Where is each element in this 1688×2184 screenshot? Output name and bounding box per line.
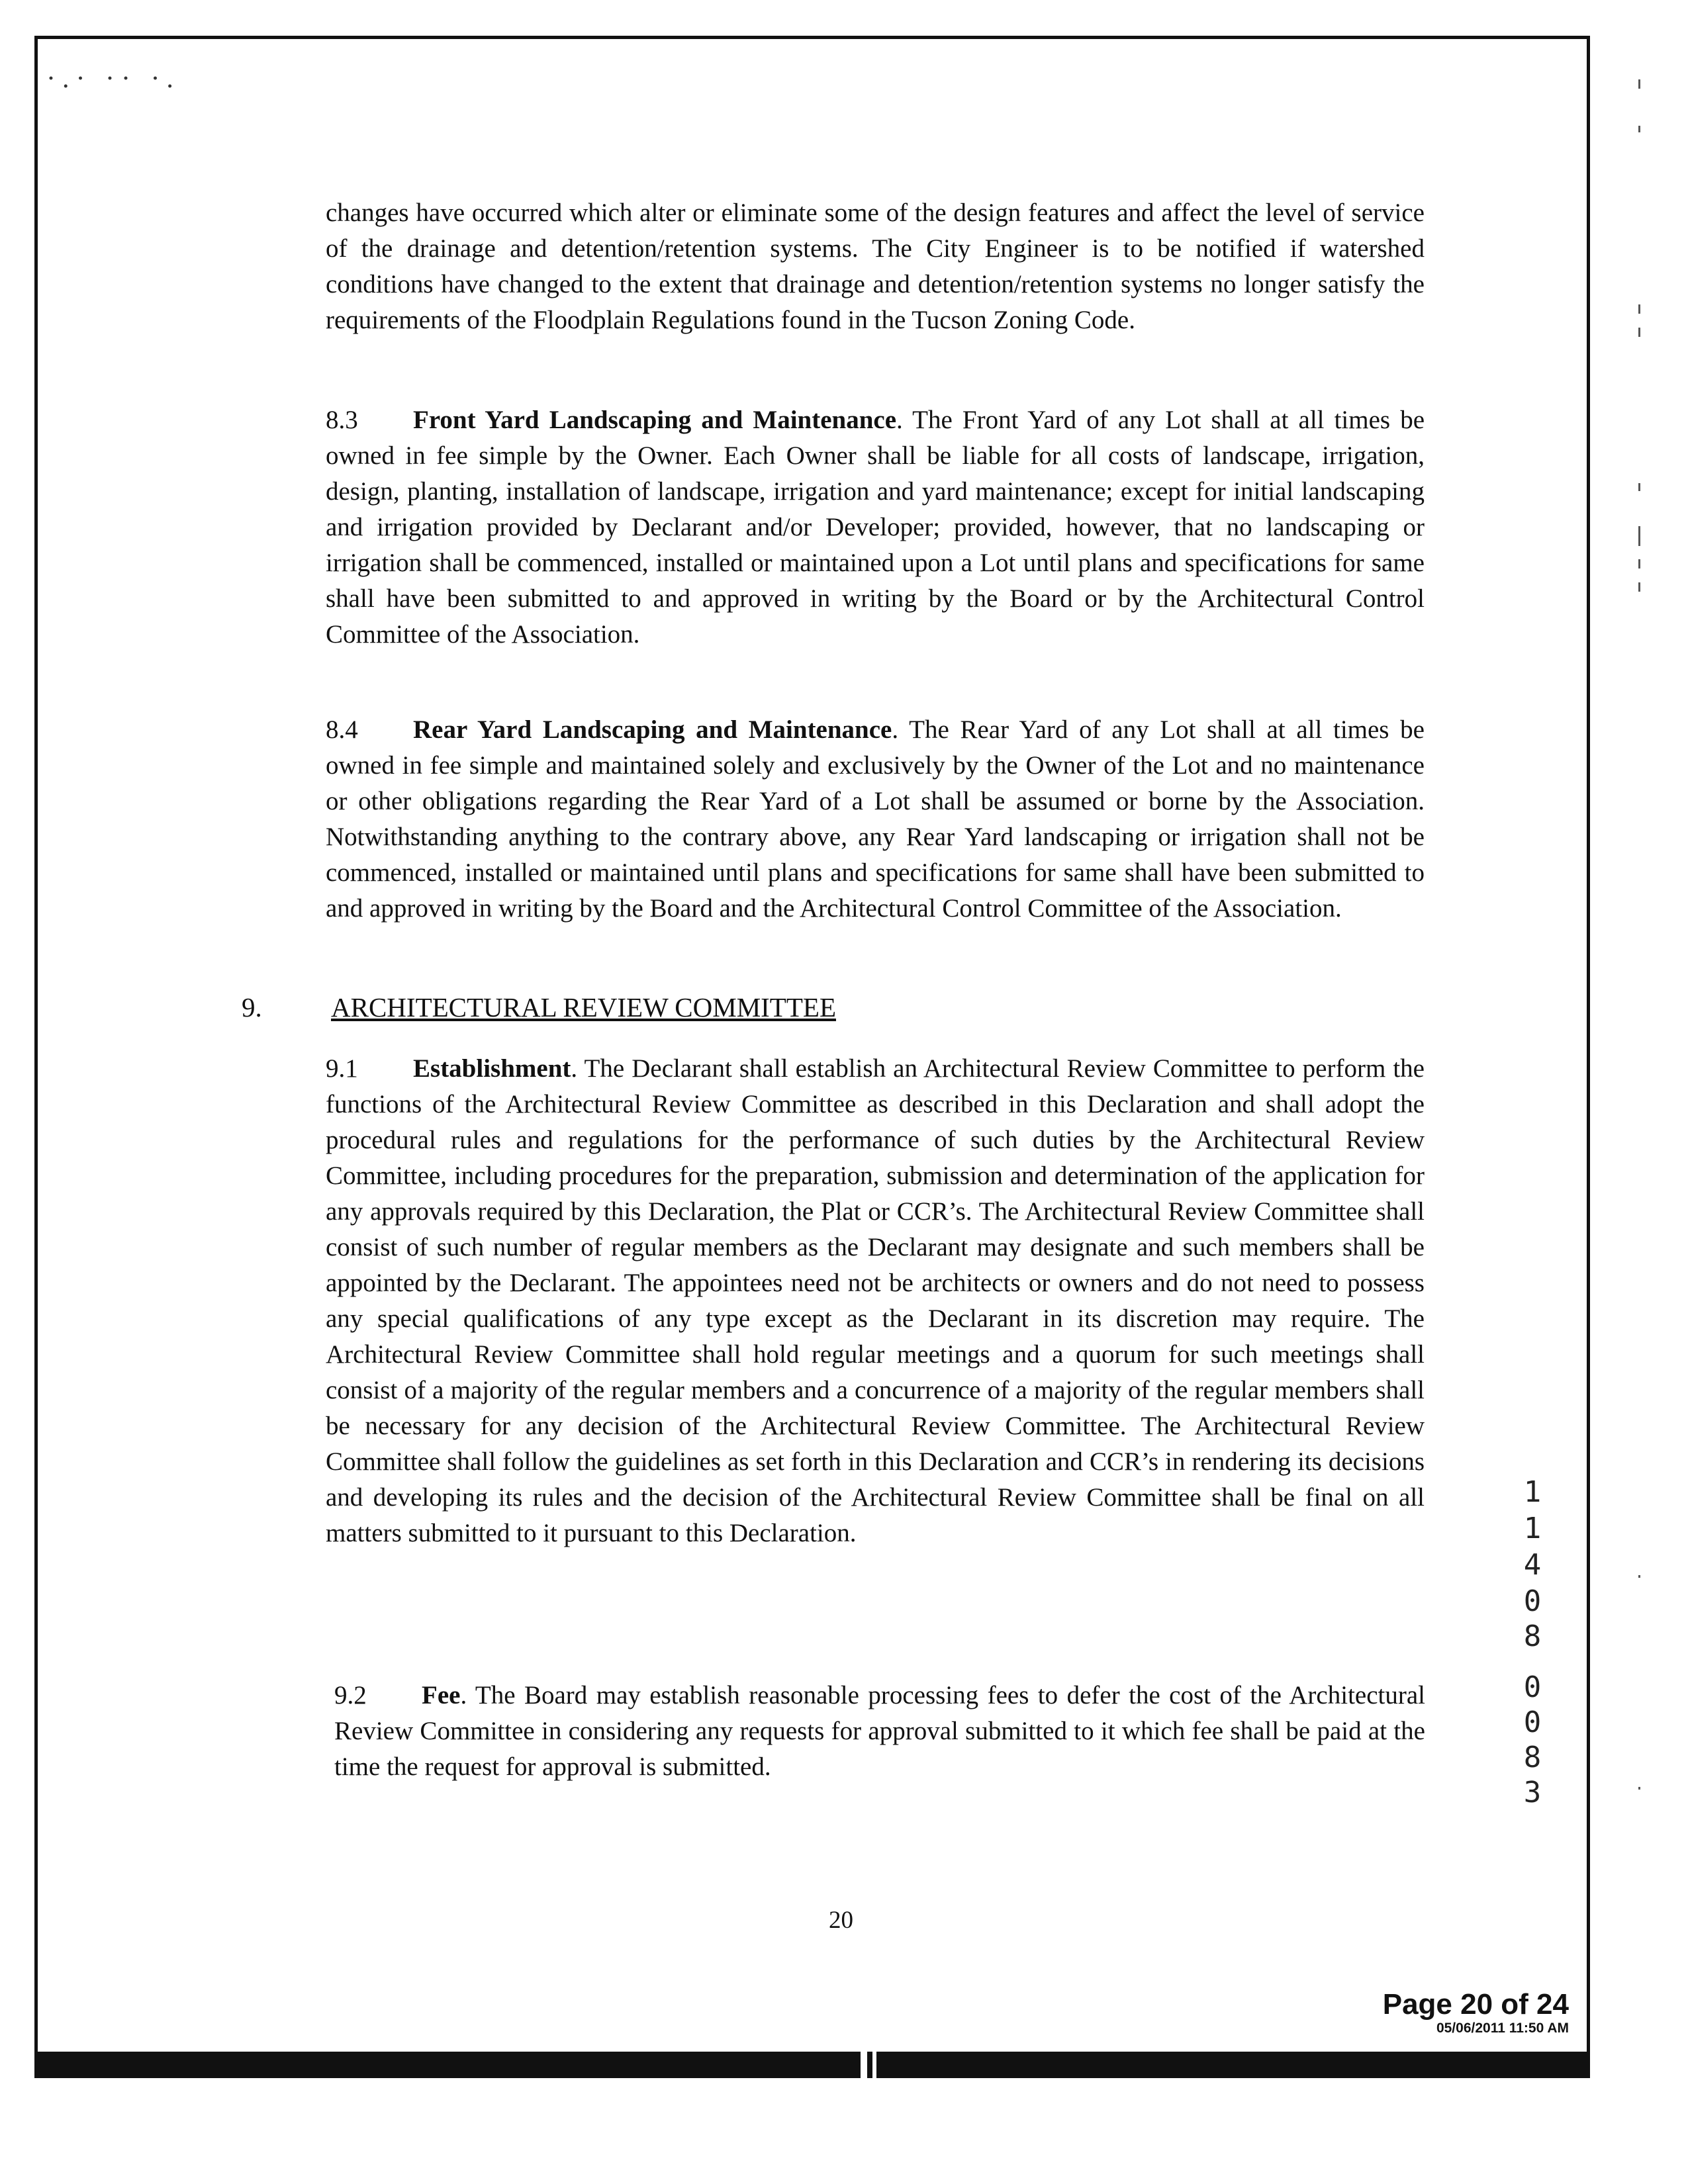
page-count-stamp bbox=[1383, 1989, 1569, 2036]
recording-stamp-digit: 1 bbox=[1523, 1475, 1542, 1509]
clause-number: 8.3 bbox=[326, 406, 358, 434]
paragraph-9-1 bbox=[326, 1051, 1425, 1551]
paragraph-9-2 bbox=[334, 1678, 1425, 1785]
scan-tick bbox=[1638, 526, 1640, 546]
scan-tick bbox=[1638, 559, 1640, 569]
scan-specks: ·.· ·· ·. bbox=[46, 64, 180, 94]
clause-text: . The Rear Yard of any Lot shall at all times be owned in fee simple and maintained solely and exclusively by the Owner of the Lot and no maintenance or other obligations regarding the Rear Yard of a Lot shall be assumed or borne by the Association. Notwithstanding anything to the contrary above, any Rear Yard landscaping or irrigation shall not be commenced, installed or maintained until plans and specifications for same shall have been submitted to and approved in writing by the Board and the Architectural Control Committee of the Association. bbox=[326, 715, 1425, 923]
paragraph-text: changes have occurred which alter or eliminate some of the design features and affect the level of service of the drainage and detention/retention systems. The City Engineer is to be notified if watershed conditions have changed to the extent that drainage and detention/retention systems no longer satisfy the requirements of the Floodplain Regulations found in the Tucson Zoning Code. bbox=[326, 199, 1425, 334]
scan-bar-gap bbox=[861, 2052, 867, 2078]
page-of-label: Page 20 of 24 bbox=[1382, 1988, 1569, 2021]
scan-tick bbox=[1638, 79, 1640, 89]
section-heading-9 bbox=[242, 989, 836, 1025]
scan-border-top bbox=[34, 36, 1590, 39]
scan-tick bbox=[1638, 582, 1640, 592]
section-number: 9. bbox=[242, 992, 262, 1023]
timestamp: 05/06/2011 11:50 AM bbox=[1436, 2021, 1569, 2036]
clause-text: . The Board may establish reasonable processing fees to defer the cost of the Architectural Review Committee in considering any requests for approval submitted to it which fee shall be paid at the time the request for approval is submitted. bbox=[334, 1681, 1425, 1781]
scan-tick bbox=[1638, 1575, 1640, 1578]
clause-number: 9.1 bbox=[326, 1054, 358, 1083]
clause-number: 8.4 bbox=[326, 715, 358, 744]
scan-border-left bbox=[34, 36, 38, 2077]
scan-border-right bbox=[1587, 36, 1590, 2077]
recording-stamp-digit: 3 bbox=[1523, 1776, 1542, 1809]
scan-tick bbox=[1638, 126, 1640, 132]
clause-number: 9.2 bbox=[334, 1681, 367, 1709]
recording-stamp-digit: 4 bbox=[1523, 1548, 1542, 1582]
recording-stamp-digit: 0 bbox=[1523, 1584, 1542, 1618]
clause-title: Establishment bbox=[413, 1054, 571, 1083]
recording-stamp-digit: 1 bbox=[1523, 1512, 1542, 1545]
recording-stamp-digit: 8 bbox=[1523, 1619, 1542, 1653]
clause-title: Front Yard Landscaping and Maintenance bbox=[413, 406, 897, 434]
paragraph-8-4 bbox=[326, 712, 1425, 927]
scan-tick bbox=[1638, 483, 1640, 491]
scan-bar-gap bbox=[872, 2052, 876, 2078]
clause-text: . The Declarant shall establish an Architectural Review Committee to perform the functions of the Architectural Review Committee as described in this Declaration and shall adopt the procedural rules and regulations for the performance of such duties by the Architectural Review Committee, including procedures for the preparation, submission and determination of the application for any approvals required by this Declaration, the Plat or CCR’s. The Architectural Review Committee shall consist of such number of regular members as the Declarant may designate and such members shall be appointed by the Declarant. The appointees need not be architects or owners and do not need to possess any special qualifications of any type except as the Declarant in its discretion may require. The Architectural Review Committee shall hold regular meetings and a quorum for such meetings shall consist of a majority of the regular members and a concurrence of a majority of the regular members shall be necessary for any decision of the Architectural Review Committee. The Architectural Review Committee shall follow the guidelines as set forth in this Declaration and CCR’s in rendering its decisions and developing its rules and the decision of the Architectural Review Committee shall be final on all matters submitted to it pursuant to this Declaration. bbox=[326, 1054, 1425, 1547]
paragraph-8-3 bbox=[326, 402, 1425, 653]
scan-tick bbox=[1638, 304, 1640, 314]
scan-tick bbox=[1638, 1787, 1640, 1790]
clause-title: Rear Yard Landscaping and Maintenance bbox=[413, 715, 892, 744]
page-number: 20 bbox=[829, 1907, 853, 1934]
clause-text: . The Front Yard of any Lot shall at all times be owned in fee simple by the Owner. Each Owner shall be liable for all costs of landscape, irrigation, design, planting, installation of landscape, irrigation and yard maintenance; except for initial landscaping and irrigation provided by Declarant and/or Developer; provided, however, that no landscaping or irrigation shall be commenced, installed or maintained upon a Lot until plans and specifications for same shall have been submitted to and approved in writing by the Board or by the Architectural Control Committee of the Association. bbox=[326, 406, 1425, 649]
recording-stamp-digit: 0 bbox=[1523, 1670, 1542, 1704]
clause-title: Fee bbox=[422, 1681, 461, 1709]
recording-stamp-digit: 0 bbox=[1523, 1706, 1542, 1739]
scan-border-bottom bbox=[34, 2052, 1590, 2078]
recording-stamp-digit: 8 bbox=[1523, 1741, 1542, 1774]
section-title: ARCHITECTURAL REVIEW COMMITTEE bbox=[331, 992, 836, 1023]
paragraph-continuation bbox=[326, 195, 1425, 338]
scan-tick bbox=[1638, 328, 1640, 337]
